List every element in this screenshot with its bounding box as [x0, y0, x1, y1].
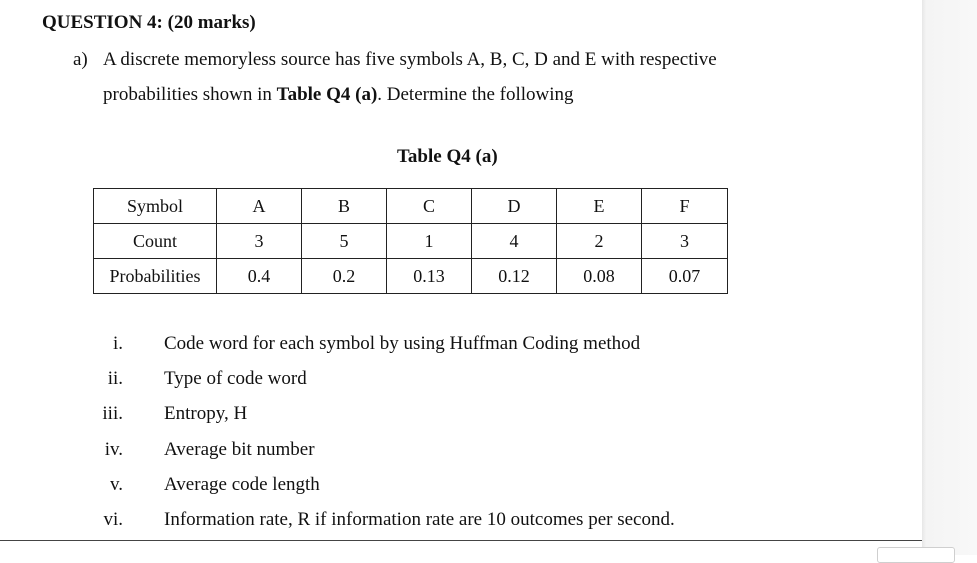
part-label: a)	[73, 49, 88, 70]
table-cell: 3	[217, 224, 302, 259]
intro-text-pre: probabilities shown in	[103, 84, 277, 105]
table-header-cell: Symbol	[94, 189, 217, 224]
table-cell: 0.07	[642, 259, 728, 294]
table-cell: C	[387, 189, 472, 224]
intro-line-2	[103, 84, 574, 106]
item-number: v.	[109, 474, 123, 495]
item-text: Information rate, R if information rate are 10 outcomes per second.	[164, 509, 675, 530]
page-divider	[0, 540, 922, 541]
intro-text-post: . Determine the following	[377, 84, 574, 105]
table-cell: A	[217, 189, 302, 224]
question-heading: QUESTION 4: (20 marks)	[42, 12, 256, 33]
table-row-symbol	[94, 189, 728, 224]
table-cell: 0.13	[387, 259, 472, 294]
table-cell: 3	[642, 224, 728, 259]
table-cell: 0.08	[557, 259, 642, 294]
item-text: Average code length	[164, 474, 320, 495]
table-cell: 1	[387, 224, 472, 259]
item-number: iv.	[104, 439, 123, 460]
intro-line-1: A discrete memoryless source has five symbols A, B, C, D and E with respective	[103, 49, 717, 70]
item-number: iii.	[102, 403, 123, 424]
corner-widget[interactable]	[877, 547, 955, 563]
table-reference: Table Q4 (a)	[276, 84, 378, 105]
probability-table	[93, 188, 728, 294]
table-cell: B	[302, 189, 387, 224]
item-text: Code word for each symbol by using Huffman Coding method	[164, 333, 641, 354]
item-text: Type of code word	[164, 368, 307, 389]
table-cell: F	[642, 189, 728, 224]
table-cell: 0.2	[302, 259, 387, 294]
table-row-probabilities	[94, 259, 728, 294]
table-header-cell: Probabilities	[94, 259, 217, 294]
page-margin-shadow	[922, 0, 977, 555]
item-number: ii.	[107, 368, 123, 389]
table-cell: 0.4	[217, 259, 302, 294]
table-cell: 0.12	[472, 259, 557, 294]
table-cell: 2	[557, 224, 642, 259]
table-cell: E	[557, 189, 642, 224]
item-number: vi.	[103, 509, 123, 530]
table-cell: D	[472, 189, 557, 224]
item-text: Average bit number	[164, 439, 315, 460]
table-row-count	[94, 224, 728, 259]
table-cell: 5	[302, 224, 387, 259]
item-text: Entropy, H	[164, 403, 248, 424]
table-header-cell: Count	[94, 224, 217, 259]
item-number: i.	[112, 333, 123, 354]
table-caption: Table Q4 (a)	[397, 146, 498, 167]
table-cell: 4	[472, 224, 557, 259]
